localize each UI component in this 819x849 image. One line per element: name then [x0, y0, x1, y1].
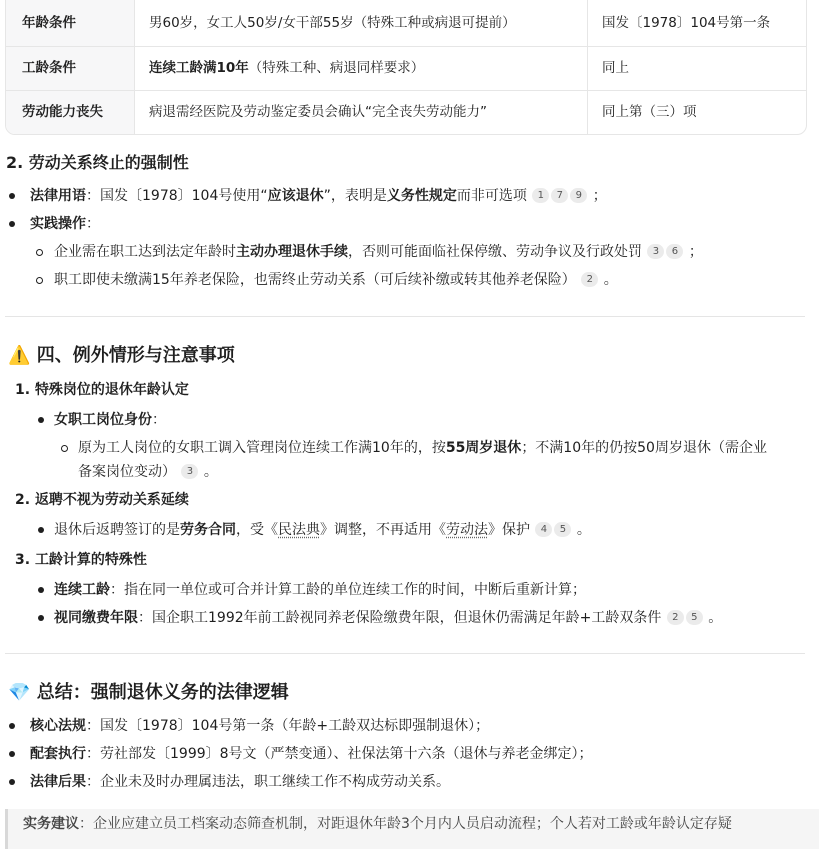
bullet — [9, 193, 15, 199]
divider — [5, 653, 805, 654]
law-link[interactable]: 劳动法 — [446, 522, 488, 538]
list-item: 职工即使未缴满15年养老保险，也需终止劳动关系（可后续补缴或转其他养老保险） 2 。 — [54, 272, 618, 288]
list-item: 原为工人岗位的女职工调入管理岗位连续工作满10年的，按55周岁退休；不满10年的仍按50周岁退休（需企业 — [78, 440, 767, 456]
list-item: 配套执行：劳社部发〔1999〕8号文（严禁变通）、社保法第十六条（退休与养老金绑定）； — [30, 746, 593, 762]
bullet — [38, 527, 44, 533]
sub-bullet — [36, 277, 43, 284]
citation-badge[interactable]: 6 — [666, 244, 683, 259]
table-cell-content: 连续工龄满10年（特殊工种、病退同样要求） — [149, 60, 425, 76]
numbered-item: 3. 工龄计算的特殊性 — [15, 552, 147, 568]
list-item: 法律用语：国发〔1978〕104号使用“应该退休”，表明是义务性规定而非可选项 1 7 9 ； — [30, 188, 607, 204]
gem-icon: 💎 — [8, 682, 31, 703]
bullet — [9, 751, 15, 757]
citation-badge[interactable]: 4 — [535, 522, 552, 537]
list-item: 实践操作： — [30, 216, 100, 232]
bullet — [9, 221, 15, 227]
table-cell-content: 病退需经医院及劳动鉴定委员会确认“完全丧失劳动能力” — [149, 104, 487, 120]
citation-badge[interactable]: 3 — [647, 244, 664, 259]
sub-bullet — [61, 445, 68, 452]
list-item: 核心法规：国发〔1978〕104号第一条（年龄+工龄双达标即强制退休）； — [30, 718, 490, 734]
warning-icon: ⚠️ — [8, 345, 31, 366]
numbered-item: 1. 特殊岗位的退休年龄认定 — [15, 382, 189, 398]
table-cell-label: 年龄条件 — [22, 15, 76, 31]
list-item: 连续工龄：指在同一单位或可合并计算工龄的单位连续工作的时间，中断后重新计算； — [54, 582, 586, 598]
list-item: 视同缴费年限：国企职工1992年前工龄视同养老保险缴费年限，但退休仍需满足年龄+工龄双条件 2 5 。 — [54, 610, 723, 626]
citation-badge[interactable]: 7 — [551, 188, 568, 203]
citation-badge[interactable]: 3 — [181, 464, 198, 479]
table-cell-source: 国发〔1978〕104号第一条 — [602, 15, 771, 31]
law-link[interactable]: 民法典 — [278, 522, 320, 538]
citation-badge[interactable]: 2 — [581, 272, 598, 287]
list-item: 女职工岗位身份： — [54, 412, 166, 428]
section-heading: 💎 总结：强制退休义务的法律逻辑 — [8, 682, 289, 703]
advice-blockquote — [5, 809, 819, 849]
bullet — [9, 723, 15, 729]
citation-badge[interactable]: 9 — [570, 188, 587, 203]
table-cell-label: 劳动能力丧失 — [22, 104, 103, 120]
table-cell-content: 男60岁，女工人50岁/女干部55岁（特殊工种或病退可提前） — [149, 15, 516, 31]
advice-text: 实务建议：企业应建立员工档案动态筛查机制，对距退休年龄3个月内人员启动流程；个人若对工龄或年龄认定存疑 — [23, 816, 732, 832]
section-heading: ⚠️ 四、例外情形与注意事项 — [8, 345, 235, 366]
numbered-item: 2. 返聘不视为劳动关系延续 — [15, 492, 189, 508]
citation-badge[interactable]: 2 — [667, 610, 684, 625]
sub-bullet — [36, 249, 43, 256]
list-item: 退休后返聘签订的是劳务合同，受《民法典》调整，不再适用《劳动法》保护 4 5 。 — [54, 522, 591, 538]
table-cell-source: 同上第（三）项 — [602, 104, 697, 120]
conditions-table — [5, 0, 807, 135]
section-heading: 2. 劳动关系终止的强制性 — [6, 153, 189, 172]
table-cell-label: 工龄条件 — [22, 60, 76, 76]
divider — [5, 316, 805, 317]
bullet — [38, 417, 44, 423]
quote-bar — [5, 809, 8, 849]
citation-badge[interactable]: 5 — [686, 610, 703, 625]
table-cell-source: 同上 — [602, 60, 629, 76]
citation-badge[interactable]: 5 — [554, 522, 571, 537]
list-item-continued: 备案岗位变动） 3 。 — [78, 464, 218, 480]
bullet — [38, 587, 44, 593]
citation-badge[interactable]: 1 — [532, 188, 549, 203]
bullet — [38, 615, 44, 621]
list-item: 企业需在职工达到法定年龄时主动办理退休手续，否则可能面临社保停缴、劳动争议及行政处罚 3 6 ； — [54, 244, 703, 260]
bullet — [9, 779, 15, 785]
list-item: 法律后果：企业未及时办理属违法，职工继续工作不构成劳动关系。 — [30, 774, 450, 790]
